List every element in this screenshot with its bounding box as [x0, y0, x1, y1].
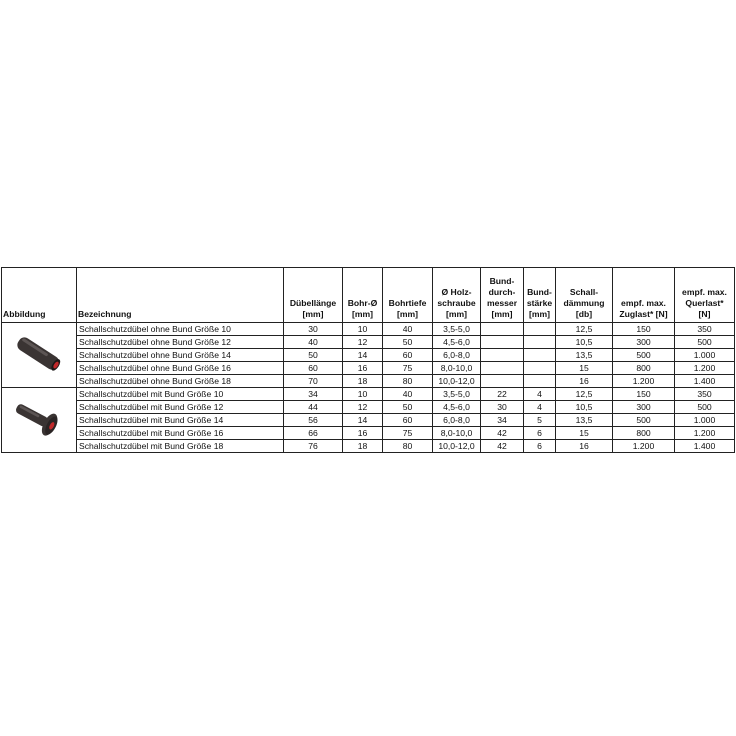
- col-bohrtiefe-header: [383, 268, 433, 323]
- col-bezeichnung-header: [77, 268, 284, 323]
- cell-name: Schallschutzdübel ohne Bund Größe 12: [77, 336, 284, 349]
- header-line: [mm]: [491, 309, 513, 319]
- table-row: [2, 336, 735, 349]
- cell-bohr-durchmesser: 10: [343, 388, 383, 401]
- table-row: [2, 375, 735, 388]
- cell-schalldaemmung: 12,5: [556, 388, 613, 401]
- header-line: dämmung: [563, 298, 605, 308]
- cell-querlast: 1.200: [675, 427, 735, 440]
- cell-zuglast: 500: [613, 414, 675, 427]
- cell-bund-staerke: 6: [524, 427, 556, 440]
- header-line: Schall-: [569, 287, 599, 297]
- cell-bohr-durchmesser: 16: [343, 362, 383, 375]
- cell-querlast: 1.000: [675, 414, 735, 427]
- cell-bohr-durchmesser: 14: [343, 349, 383, 362]
- header-line: [mm]: [445, 309, 467, 319]
- cell-holzschraube: 8,0-10,0: [433, 362, 481, 375]
- cell-bohrtiefe: 50: [383, 336, 433, 349]
- header-line: [mm]: [302, 309, 324, 319]
- header-line: empf. max.: [682, 287, 727, 297]
- cell-holzschraube: 6,0-8,0: [433, 349, 481, 362]
- cell-bohr-durchmesser: 18: [343, 440, 383, 453]
- cell-bohr-durchmesser: 10: [343, 323, 383, 336]
- cell-bohr-durchmesser: 14: [343, 414, 383, 427]
- cell-querlast: 1.000: [675, 349, 735, 362]
- cell-holzschraube: 6,0-8,0: [433, 414, 481, 427]
- cell-name: Schallschutzdübel ohne Bund Größe 10: [77, 323, 284, 336]
- cell-duebellaenge: 34: [284, 388, 343, 401]
- cell-bund-staerke: 4: [524, 388, 556, 401]
- header-line: [mm]: [351, 309, 373, 319]
- cell-holzschraube: 4,5-6,0: [433, 401, 481, 414]
- cell-bund-durchmesser: 42: [481, 427, 524, 440]
- table-row: [2, 388, 735, 401]
- cell-holzschraube: 10,0-12,0: [433, 375, 481, 388]
- cell-bund-staerke: 4: [524, 401, 556, 414]
- col-querlast-header: [675, 268, 735, 323]
- header-line: [mm]: [528, 309, 550, 319]
- cell-holzschraube: 4,5-6,0: [433, 336, 481, 349]
- cell-bohrtiefe: 75: [383, 427, 433, 440]
- cell-bund-durchmesser: [481, 349, 524, 362]
- col-holzschraube-header: [433, 268, 481, 323]
- col-bohr-durchmesser-header: [343, 268, 383, 323]
- header-line: Bund-: [489, 276, 515, 286]
- header-line: Bohrtiefe: [388, 298, 427, 308]
- header-line: Bezeichnung: [78, 309, 132, 319]
- header-line: Bund-: [527, 287, 552, 297]
- header-line: durch-: [488, 287, 516, 297]
- product-image-cell: [2, 388, 77, 453]
- cell-schalldaemmung: 12,5: [556, 323, 613, 336]
- cell-querlast: 1.400: [675, 375, 735, 388]
- col-zuglast-header: [613, 268, 675, 323]
- table-row: [2, 362, 735, 375]
- cell-schalldaemmung: 10,5: [556, 401, 613, 414]
- cell-duebellaenge: 66: [284, 427, 343, 440]
- cell-bund-staerke: [524, 336, 556, 349]
- cell-duebellaenge: 76: [284, 440, 343, 453]
- cell-bohrtiefe: 75: [383, 362, 433, 375]
- cell-bohrtiefe: 80: [383, 440, 433, 453]
- cell-name: Schallschutzdübel mit Bund Größe 12: [77, 401, 284, 414]
- cell-name: Schallschutzdübel ohne Bund Größe 16: [77, 362, 284, 375]
- cell-duebellaenge: 60: [284, 362, 343, 375]
- cell-bund-staerke: 6: [524, 440, 556, 453]
- header-line: schraube: [437, 298, 476, 308]
- cell-bund-staerke: [524, 323, 556, 336]
- cell-duebellaenge: 40: [284, 336, 343, 349]
- col-duebellaenge-header: [284, 268, 343, 323]
- cell-schalldaemmung: 15: [556, 362, 613, 375]
- cell-holzschraube: 3,5-5,0: [433, 388, 481, 401]
- header-row: [2, 268, 735, 323]
- col-bund-staerke-header: [524, 268, 556, 323]
- cell-schalldaemmung: 10,5: [556, 336, 613, 349]
- table-row: [2, 414, 735, 427]
- col-bund-durchmesser-header: [481, 268, 524, 323]
- cell-schalldaemmung: 13,5: [556, 414, 613, 427]
- cell-duebellaenge: 30: [284, 323, 343, 336]
- cell-schalldaemmung: 13,5: [556, 349, 613, 362]
- cell-bohrtiefe: 80: [383, 375, 433, 388]
- cell-bund-durchmesser: [481, 362, 524, 375]
- spec-table: [1, 267, 735, 453]
- cell-duebellaenge: 70: [284, 375, 343, 388]
- cell-holzschraube: 10,0-12,0: [433, 440, 481, 453]
- table-row: [2, 349, 735, 362]
- col-schalldaemmung-header: [556, 268, 613, 323]
- cell-zuglast: 150: [613, 388, 675, 401]
- cell-querlast: 500: [675, 336, 735, 349]
- cell-bohrtiefe: 60: [383, 414, 433, 427]
- header-line: stärke: [526, 298, 553, 308]
- cell-zuglast: 500: [613, 349, 675, 362]
- cell-zuglast: 300: [613, 401, 675, 414]
- dowel-without-collar-icon: [10, 332, 68, 376]
- cell-holzschraube: 3,5-5,0: [433, 323, 481, 336]
- table-body: [2, 323, 735, 453]
- header-line: Dübellänge: [289, 298, 337, 308]
- cell-zuglast: 800: [613, 427, 675, 440]
- table-row: [2, 401, 735, 414]
- cell-duebellaenge: 56: [284, 414, 343, 427]
- cell-bund-durchmesser: 42: [481, 440, 524, 453]
- cell-bund-durchmesser: 34: [481, 414, 524, 427]
- cell-bund-staerke: 5: [524, 414, 556, 427]
- cell-bohrtiefe: 40: [383, 388, 433, 401]
- product-image-cell: [2, 323, 77, 388]
- header-line: Bohr-Ø: [347, 298, 378, 308]
- header-line: [db]: [575, 309, 593, 319]
- cell-name: Schallschutzdübel ohne Bund Größe 14: [77, 349, 284, 362]
- cell-name: Schallschutzdübel mit Bund Größe 16: [77, 427, 284, 440]
- cell-bund-durchmesser: 30: [481, 401, 524, 414]
- cell-name: Schallschutzdübel mit Bund Größe 18: [77, 440, 284, 453]
- cell-querlast: 350: [675, 388, 735, 401]
- table-row: [2, 323, 735, 336]
- cell-querlast: 350: [675, 323, 735, 336]
- cell-zuglast: 800: [613, 362, 675, 375]
- cell-zuglast: 1.200: [613, 440, 675, 453]
- cell-querlast: 1.200: [675, 362, 735, 375]
- header-line: Ø Holz-: [441, 287, 472, 297]
- cell-querlast: 1.400: [675, 440, 735, 453]
- cell-duebellaenge: 44: [284, 401, 343, 414]
- cell-bund-durchmesser: [481, 375, 524, 388]
- cell-bund-durchmesser: 22: [481, 388, 524, 401]
- cell-holzschraube: 8,0-10,0: [433, 427, 481, 440]
- cell-name: Schallschutzdübel ohne Bund Größe 18: [77, 375, 284, 388]
- table-row: [2, 440, 735, 453]
- table-row: [2, 427, 735, 440]
- cell-bund-staerke: [524, 362, 556, 375]
- cell-bund-durchmesser: [481, 323, 524, 336]
- header-line: [N]: [698, 309, 711, 319]
- cell-zuglast: 1.200: [613, 375, 675, 388]
- cell-zuglast: 300: [613, 336, 675, 349]
- cell-duebellaenge: 50: [284, 349, 343, 362]
- cell-bund-staerke: [524, 375, 556, 388]
- cell-bund-staerke: [524, 349, 556, 362]
- cell-bohr-durchmesser: 16: [343, 427, 383, 440]
- cell-name: Schallschutzdübel mit Bund Größe 10: [77, 388, 284, 401]
- cell-schalldaemmung: 15: [556, 427, 613, 440]
- cell-zuglast: 150: [613, 323, 675, 336]
- header-line: Abbildung: [3, 309, 46, 319]
- header-line: messer: [486, 298, 518, 308]
- cell-name: Schallschutzdübel mit Bund Größe 14: [77, 414, 284, 427]
- cell-bohrtiefe: 50: [383, 401, 433, 414]
- cell-bohr-durchmesser: 18: [343, 375, 383, 388]
- cell-bohr-durchmesser: 12: [343, 336, 383, 349]
- header-line: Zuglast* [N]: [619, 309, 668, 319]
- col-abbildung-header: [2, 268, 77, 323]
- header-line: [mm]: [396, 309, 418, 319]
- header-line: empf. max.: [621, 298, 666, 308]
- cell-querlast: 500: [675, 401, 735, 414]
- dowel-with-collar-icon: [10, 397, 68, 441]
- cell-schalldaemmung: 16: [556, 375, 613, 388]
- cell-bohrtiefe: 60: [383, 349, 433, 362]
- header-line: Querlast*: [685, 298, 724, 308]
- cell-schalldaemmung: 16: [556, 440, 613, 453]
- cell-bohr-durchmesser: 12: [343, 401, 383, 414]
- cell-bund-durchmesser: [481, 336, 524, 349]
- cell-bohrtiefe: 40: [383, 323, 433, 336]
